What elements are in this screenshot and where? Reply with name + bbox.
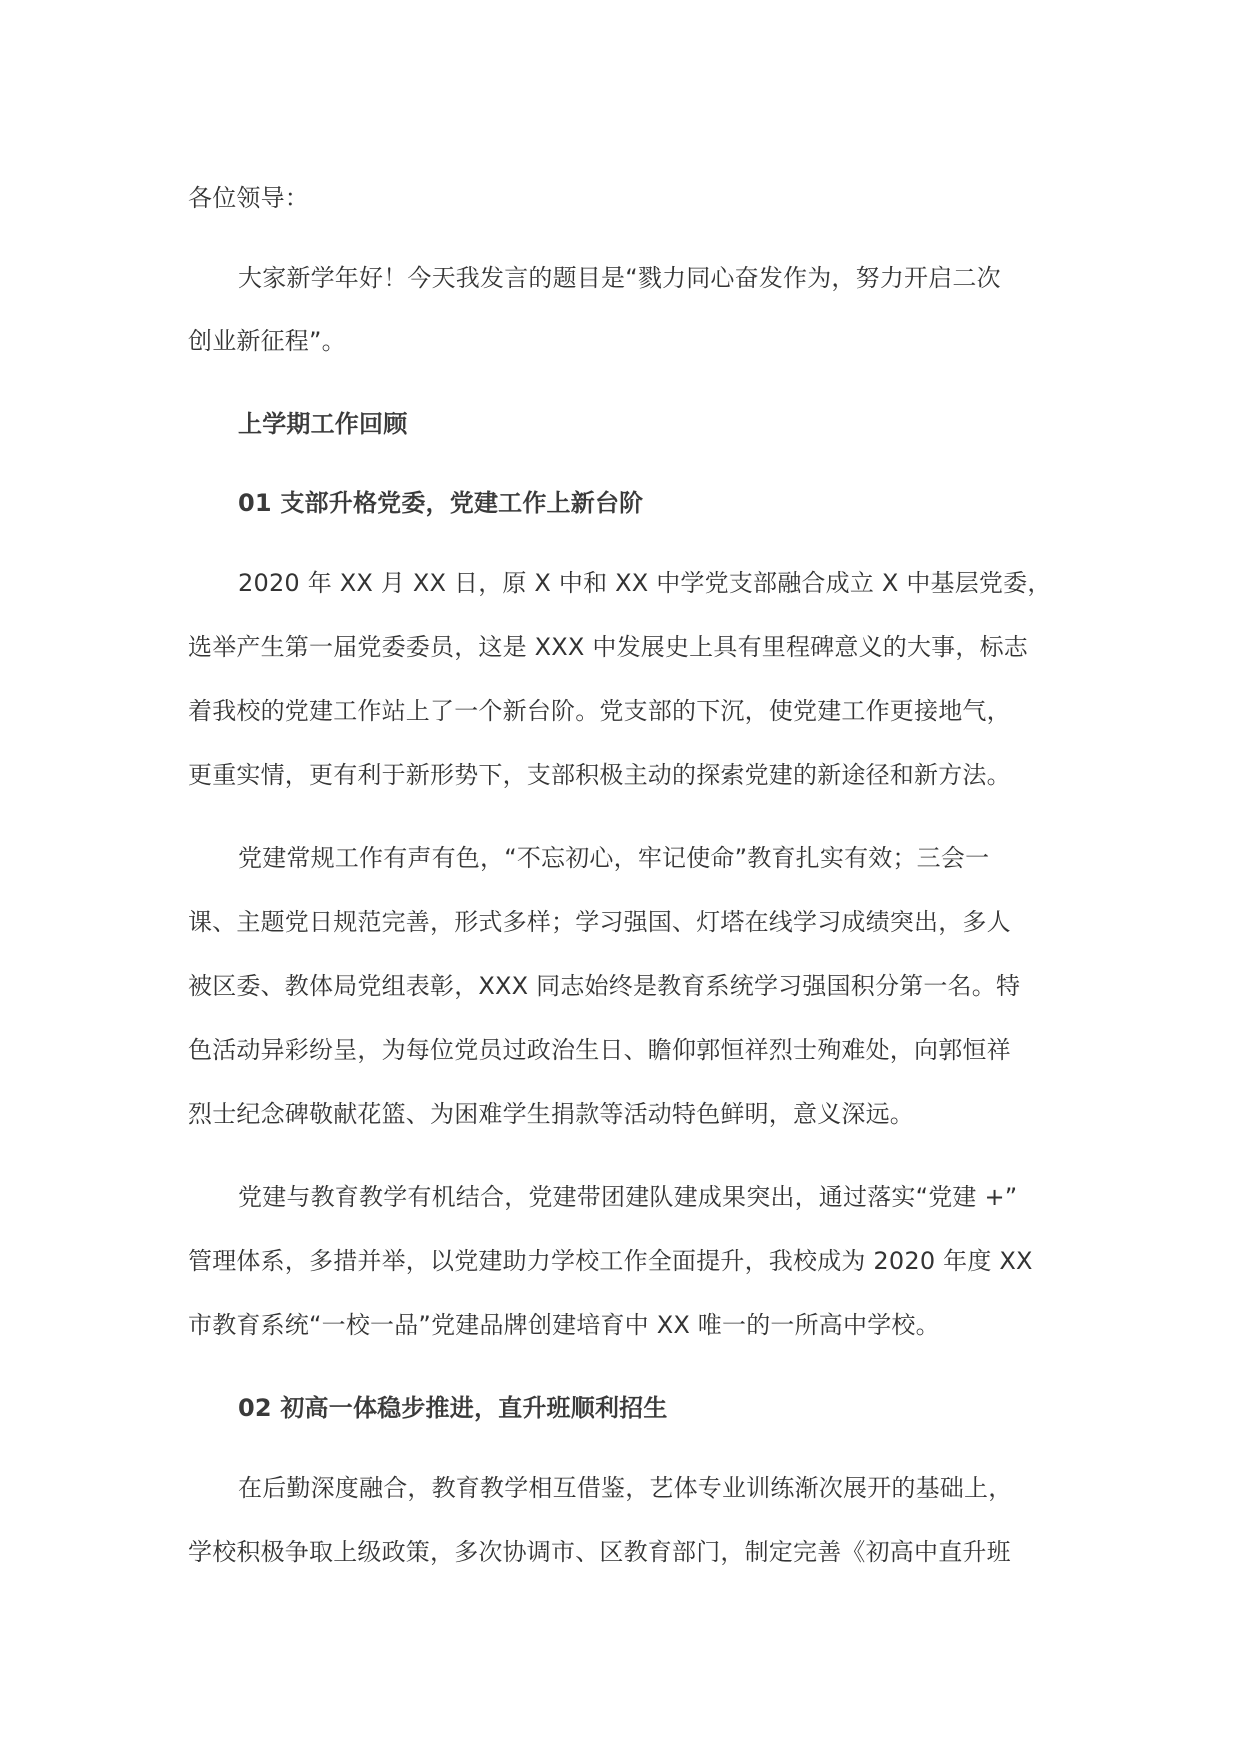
paragraph-line: 2020 年 XX 月 XX 日，原 X 中和 XX 中学党支部融合成立 X 中基层党委， <box>238 569 1052 597</box>
paragraph-line: 被区委、教体局党组表彰，XXX 同志始终是教育系统学习强国积分第一名。特 <box>188 972 1021 1000</box>
paragraph-line: 更重实情，更有利于新形势下，支部积极主动的探索党建的新途径和新方法。 <box>188 761 1011 789</box>
paragraph-line: 色活动异彩纷呈，为每位党员过政治生日、瞻仰郭恒祥烈士殉难处，向郭恒祥 <box>188 1036 1011 1064</box>
paragraph-line: 管理体系，多措并举，以党建助力学校工作全面提升，我校成为 2020 年度 XX <box>188 1247 1033 1275</box>
section-heading: 上学期工作回顾 <box>238 410 408 438</box>
paragraph-line: 学校积极争取上级政策，多次协调市、区教育部门，制定完善《初高中直升班 <box>188 1538 1011 1566</box>
paragraph-line: 着我校的党建工作站上了一个新台阶。党支部的下沉，使党建工作更接地气， <box>188 697 1011 725</box>
paragraph-line: 烈士纪念碑敬献花篮、为困难学生捐款等活动特色鲜明，意义深远。 <box>188 1100 914 1128</box>
subheading-02: 02 初高一体稳步推进，直升班顺利招生 <box>238 1394 668 1422</box>
paragraph-line: 在后勤深度融合，教育教学相互借鉴，艺体专业训练渐次展开的基础上， <box>238 1474 1013 1502</box>
paragraph-line: 选举产生第一届党委委员，这是 XXX 中发展史上具有里程碑意义的大事，标志 <box>188 633 1028 661</box>
subheading-01: 01 支部升格党委，党建工作上新台阶 <box>238 489 644 517</box>
intro-line-1: 大家新学年好！今天我发言的题目是“戮力同心奋发作为，努力开启二次 <box>238 264 1001 292</box>
paragraph-line: 党建与教育教学有机结合，党建带团建队建成果突出，通过落实“党建 +” <box>238 1183 1018 1211</box>
salutation: 各位领导： <box>188 184 309 212</box>
paragraph-line: 市教育系统“一校一品”党建品牌创建培育中 XX 唯一的一所高中学校。 <box>188 1311 940 1339</box>
paragraph-line: 党建常规工作有声有色，“不忘初心，牢记使命”教育扎实有效；三会一 <box>238 844 990 872</box>
intro-line-2: 创业新征程”。 <box>188 327 346 355</box>
paragraph-line: 课、主题党日规范完善，形式多样；学习强国、灯塔在线学习成绩突出，多人 <box>188 908 1011 936</box>
